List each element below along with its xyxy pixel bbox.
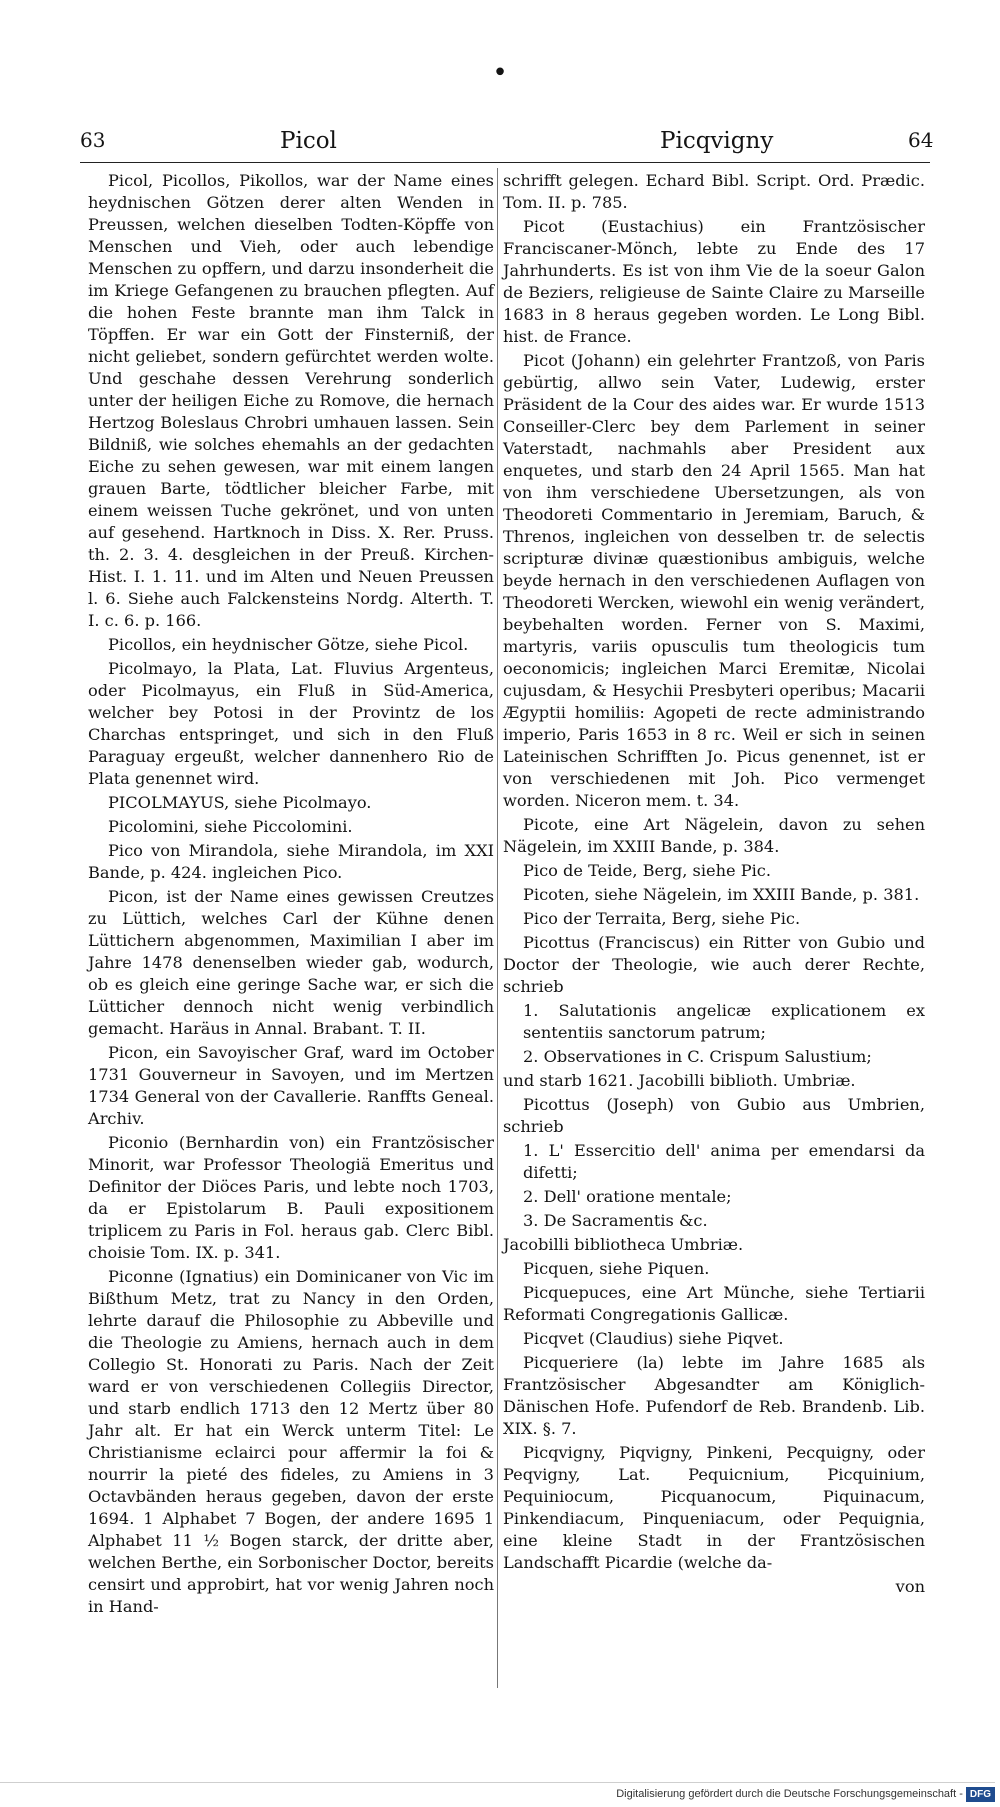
left-column <box>88 170 494 1620</box>
entry-picquepuces: Picquepuces, eine Art Münche, siehe Tertiarii Reformati Congregationis Gallicæ. <box>503 1283 925 1324</box>
entry-picolmayo: Picolmayo, la Plata, Lat. Fluvius Argenteus, oder Picolmayus, ein Fluß in Süd-America, welcher bey Potosi in der Provintz de los Charchas entspringet, und sich in den Fluß Paraguay ergeußt, welcher dannenhero Rio de Plata genennet wird. <box>88 659 494 788</box>
entry-picolmayus: PICOLMAYUS, siehe Picolmayo. <box>108 793 372 812</box>
page-number-left: 63 <box>80 128 106 152</box>
continuation-text: schrifft gelegen. Echard Bibl. Script. Ord. Prædic. Tom. II. p. 785. <box>503 171 925 212</box>
entry-picqueriere: Picqueriere (la) lebte im Jahre 1685 als Frantzösischer Abgesandter am Königlich-Dänischen Hofe. Pufendorf de Reb. Brandenb. Lib. XIX. §. 7. <box>503 1353 925 1438</box>
list-item: 2. Observationes in C. Crispum Salustium; <box>523 1047 872 1066</box>
entry-pico-von-mirandola: Pico von Mirandola, siehe Mirandola, im XXI Bande, p. 424. ingleichen Pico. <box>88 841 494 882</box>
entry-picqvet: Picqvet (Claudius) siehe Piqvet. <box>523 1329 784 1348</box>
entry-picon-graf: Picon, ein Savoyischer Graf, ward im October 1731 Gouverneur in Savoyen, und im Mertzen 1734 General von der Cavallerie. Ranffts Geneal. Archiv. <box>88 1043 494 1128</box>
list-item: 1. Salutationis angelicæ explicationem ex sententiis sanctorum patrum; <box>523 1001 925 1042</box>
source-note: und starb 1621. Jacobilli biblioth. Umbriæ. <box>503 1071 856 1090</box>
page-number-right: 64 <box>908 128 934 152</box>
entry-picot-johann: Picot (Johann) ein gelehrter Frantzoß, von Paris gebürtig, allwo sein Vater, Ludewig, erster Präsident de la Cour des aides war. Er wurde 1513 Conseiller-Clerc bey dem Parlement in seiner Vaterstadt, nachmahls aber President aux enquetes, und starb den 24 April 1565. Man hat von ihm verschiedene Ubersetzungen, als von Theodoreti Commentario in Jeremiam, Baruch, & Threnos, ingleichen von desselben tr. de selectis scripturæ divinæ quæstionibus ambiguis, welche beyde hernach in den verschiedenen Auflagen von Theodoreti Wercken, wiewohl ein wenig verändert, beybehalten worden. Ferner von S. Maximi, martyris, variis opusculis tum theologicis tum oeconomicis; ingleichen Marci Eremitæ, Nicolai cujusdam, & Hesychii Presbyteri operibus; Macarii Ægyptii homiliis: Agopeti de recte administrando imperio, Paris 1653 in 8 rc. Weil er sich in seinen Lateinischen Schrifften Jo. Picus genennet, ist er von verschiedenen mit Joh. Pico vermenget worden. Niceron mem. t. 34. <box>503 351 925 810</box>
list-item: 3. De Sacramentis &c. <box>523 1211 708 1230</box>
catchword: von <box>895 1577 925 1596</box>
digitization-footer <box>0 1782 995 1807</box>
entry-picon-creutz: Picon, ist der Name eines gewissen Creutzes zu Lüttich, welches Carl der Kühne denen Lüttichern abgenommen, Maximilian I aber im Jahre 1478 denenselben wieder gab, wodurch, ob es gleich eine geringe Sache war, er sich die Lütticher dennoch nicht wenig verbindlich gemacht. Haräus in Annal. Brabant. T. II. <box>88 887 494 1038</box>
entry-piconio: Piconio (Bernhardin von) ein Frantzösischer Minorit, war Professor Theologiä Emeritus und Definitor der Diöces Paris, und lebte noch 1703, da er Epistolarum B. Pauli expositionem triplicem zu Paris in Fol. heraus gab. Clerc Bibl. choisie Tom. IX. p. 341. <box>88 1133 494 1262</box>
entry-picqvigny: Picqvigny, Piqvigny, Pinkeni, Pecquigny, oder Peqvigny, Lat. Pequicnium, Picquinium, Pequiniocum, Picquanocum, Piquinacum, Pinkendiacum, Pinqueniacum, oder Pequignia, eine kleine Stadt in der Frantzösischen Landschafft Picardie (welche da- <box>503 1443 925 1572</box>
decorative-dot: • <box>492 58 508 88</box>
list-item: 1. L' Essercitio dell' anima per emendarsi da difetti; <box>523 1141 925 1182</box>
page-header <box>0 128 1000 164</box>
entry-piconne: Piconne (Ignatius) ein Dominicaner von Vic im Bißthum Metz, trat zu Nancy in den Orden, lehrte darauf die Philosophie zu Abbeville und die Theologie zu Amiens, hernach auch in dem Collegio St. Honorati zu Paris. Nach der Zeit ward er von verschiedenen Collegiis Director, und starb endlich 1713 den 12 Mertz über 80 Jahr alt. Er hat ein Werck unterm Titel: Le Christianisme eclairci pour affermir la foi & nourrir la pieté des fideles, zu Amiens in 3 Octavbänden heraus gegeben, davon der erste 1694. 1 Alphabet 7 Bogen, der andere 1695 1 Alphabet 11 ½ Bogen starck, der dritte aber, welchen Berthe, ein Sorbonischer Doctor, bereits censirt und approbirt, hat vor wenig Jahren noch in Hand- <box>88 1267 494 1616</box>
right-column <box>503 170 925 1600</box>
entry-pico-der-terraita: Pico der Terraita, Berg, siehe Pic. <box>523 909 801 928</box>
entry-picottus-franciscus: Picottus (Franciscus) ein Ritter von Gubio und Doctor der Theologie, wie auch derer Rechte, schrieb <box>503 933 925 996</box>
running-headword-left: Picol <box>280 128 337 154</box>
entry-picot-eustachius: Picot (Eustachius) ein Frantzösischer Franciscaner-Mönch, lebte zu Ende des 17 Jahrhunderts. Es ist von ihm Vie de la soeur Galon de Beziers, religieuse de Sainte Claire zu Marseille 1683 in 8 heraus gegeben worden. Le Long Bibl. hist. de France. <box>503 217 925 346</box>
entry-picquen: Picquen, siehe Piquen. <box>523 1259 710 1278</box>
entry-picol: Picol, Picollos, Pikollos, war der Name eines heydnischen Götzen derer alten Wenden in Preussen, welchen dieselben Todten-Köpffe von Menschen und Vieh, oder auch lebendige Menschen zu opffern, und darzu insonderheit die im Kriege Gefangenen zu brauchen pflegten. Auf die hohen Feste brannte man ihm Talck in Töpffen. Er war ein Gott der Finsterniß, der nicht geliebet, sondern gefürchtet werden wolte. Und geschahe dessen Verehrung sonderlich unter der heiligen Eiche zu Romove, die hernach Hertzog Boleslaus Chrobri umhauen lassen. Sein Bildniß, wie solches ehemahls an der gedachten Eiche zu sehen gewesen, war mit einem langen grauen Barte, tödtlicher bleicher Farbe, mit einem weissen Tuche gekrönet, und von unten auf gesehend. Hartknoch in Diss. X. Rer. Pruss. th. 2. 3. 4. desgleichen in der Preuß. Kirchen-Hist. I. 1. 11. und im Alten und Neuen Preussen l. 6. Siehe auch Falckensteins Nordg. Alterth. T. I. c. 6. p. 166. <box>88 171 494 630</box>
entry-picote: Picote, eine Art Nägelein, davon zu sehen Nägelein, im XXIII Bande, p. 384. <box>503 815 925 856</box>
entry-picollos: Picollos, ein heydnischer Götze, siehe Picol. <box>108 635 469 654</box>
list-item: 2. Dell' oratione mentale; <box>523 1187 732 1206</box>
entry-picottus-joseph: Picottus (Joseph) von Gubio aus Umbrien, schrieb <box>503 1095 925 1136</box>
source-note: Jacobilli bibliotheca Umbriæ. <box>503 1235 744 1254</box>
entry-picolomini: Picolomini, siehe Piccolomini. <box>108 817 353 836</box>
column-divider <box>497 168 498 1688</box>
running-headword-right: Picqvigny <box>660 128 774 154</box>
dfg-logo: DFG <box>966 1787 995 1802</box>
funding-notice: Digitalisierung gefördert durch die Deutsche Forschungsgemeinschaft - <box>616 1788 963 1800</box>
entry-picoten: Picoten, siehe Nägelein, im XXIII Bande, p. 381. <box>523 885 920 904</box>
entry-pico-de-teide: Pico de Teide, Berg, siehe Pic. <box>523 861 772 880</box>
header-rule <box>80 162 930 163</box>
